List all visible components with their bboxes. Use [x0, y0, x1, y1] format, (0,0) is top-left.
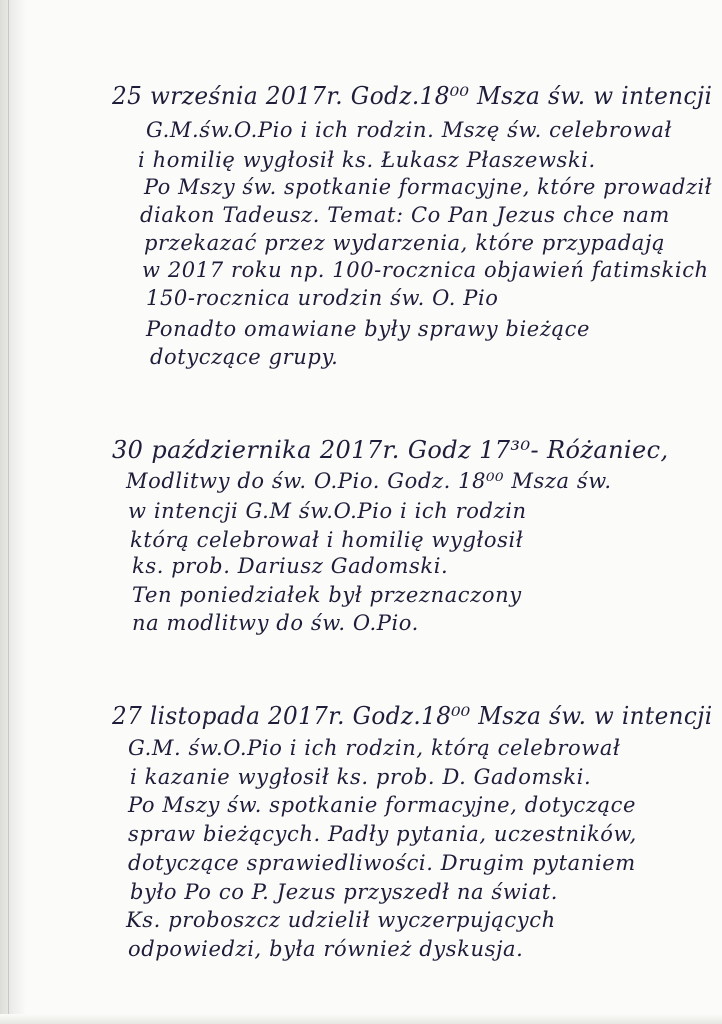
page-bottom-edge — [0, 1014, 722, 1024]
entry-line: 27 listopada 2017r. Godz.18⁰⁰ Msza św. w intencji — [112, 702, 713, 730]
entry-line: w 2017 roku np. 100-rocznica objawień fatimskich — [142, 258, 709, 282]
entry-line: dotyczące sprawiedliwości. Drugim pytaniem — [128, 851, 636, 875]
entry-line: diakon Tadeusz. Temat: Co Pan Jezus chce nam — [140, 203, 670, 227]
entry-line: G.M. św.O.Pio i ich rodzin, którą celebrował — [128, 736, 621, 760]
entry-line: Ten poniedziałek był przeznaczony — [132, 583, 522, 607]
entry-line: Po Mszy św. spotkanie formacyjne, dotyczące — [128, 793, 637, 817]
entry-line: dotyczące grupy. — [150, 345, 339, 369]
entry-line: którą celebrował i homilię wygłosił — [130, 528, 524, 552]
entry-line: było Po co P. Jezus przyszedł na świat. — [130, 880, 559, 904]
entry-line: ks. prob. Dariusz Gadomski. — [132, 554, 449, 578]
entry-line: 30 października 2017r. Godz 17³⁰- Różaniec, — [112, 436, 669, 464]
entry-line: odpowiedzi, była również dyskusja. — [128, 937, 524, 961]
entry-line: na modlitwy do św. O.Pio. — [132, 611, 419, 635]
entry-line: 25 września 2017r. Godz.18⁰⁰ Msza św. w intencji — [112, 82, 713, 110]
entry-line: Modlitwy do św. O.Pio. Godz. 18⁰⁰ Msza św. — [126, 469, 612, 493]
entry-line: w intencji G.M św.O.Pio i ich rodzin — [128, 499, 527, 523]
entry-line: Ks. proboszcz udzielił wyczerpujących — [126, 908, 556, 932]
page-binding — [0, 0, 26, 1024]
entry-line: G.M.św.O.Pio i ich rodzin. Mszę św. celebrował — [146, 118, 672, 142]
entry-line: Ponadto omawiane były sprawy bieżące — [146, 317, 590, 341]
binding-crease — [8, 0, 9, 1024]
entry-line: przekazać przez wydarzenia, które przypadają — [144, 231, 666, 255]
entry-line: 150-rocznica urodzin św. O. Pio — [146, 286, 499, 310]
entry-line: i homilię wygłosił ks. Łukasz Płaszewski. — [138, 148, 596, 172]
entry-line: Po Mszy św. spotkanie formacyjne, które prowadził — [144, 175, 713, 199]
entry-line: i kazanie wygłosił ks. prob. D. Gadomski. — [130, 765, 592, 789]
entry-line: spraw bieżących. Padły pytania, uczestników, — [128, 822, 637, 846]
